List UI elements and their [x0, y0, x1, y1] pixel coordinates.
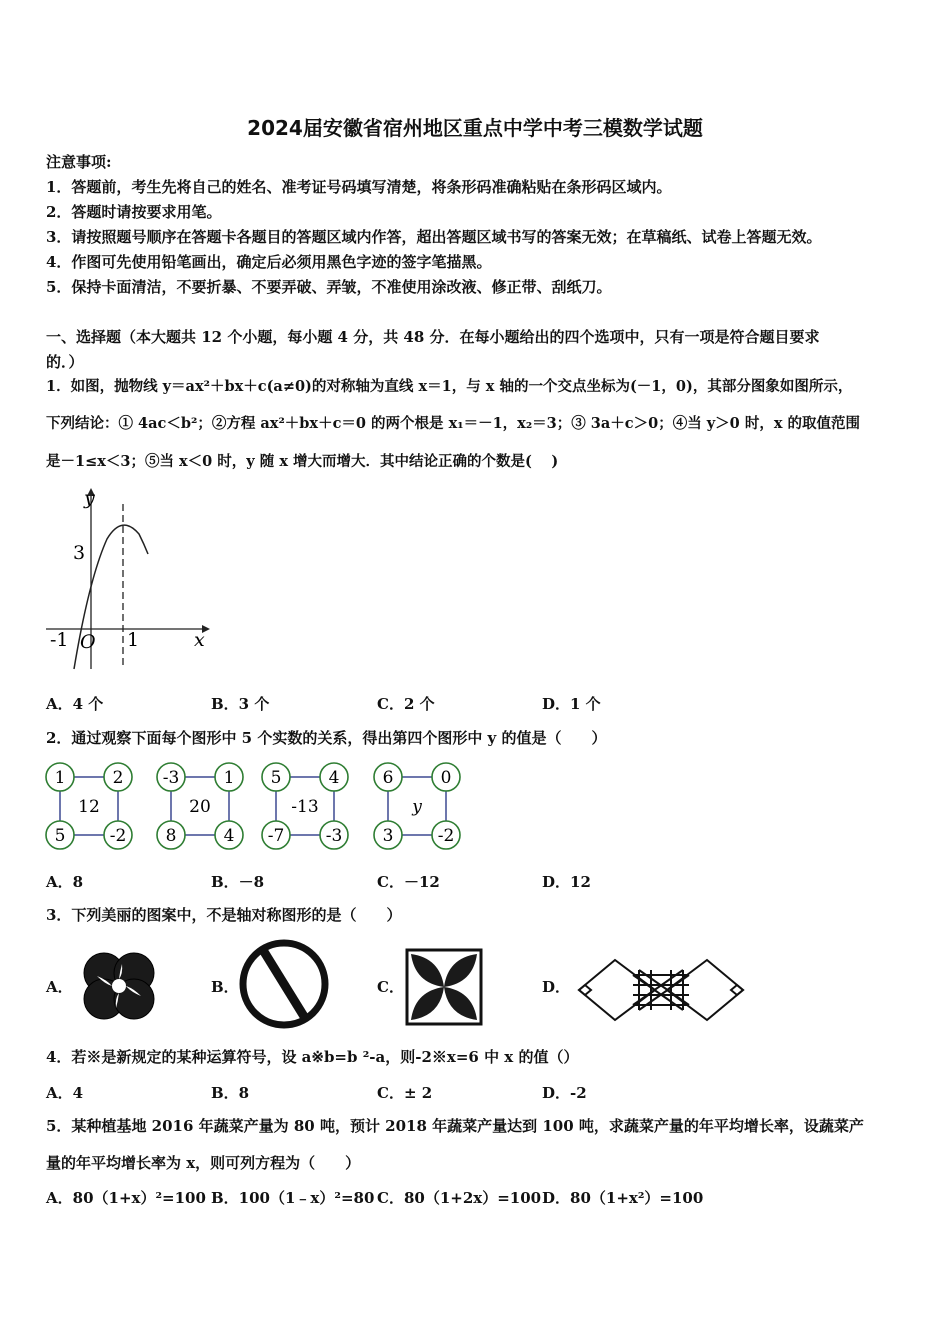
- q2-corner-value: -2: [437, 826, 455, 846]
- y-tick-label: 3: [73, 542, 86, 564]
- q3-option-d-label[interactable]: D．: [542, 978, 571, 996]
- q1-stem-line3: 是－1≤x＜3；⑤当 x＜0 时，y 随 x 增大而增大．其中结论正确的个数是( ): [46, 453, 559, 470]
- q3-pattern-a[interactable]: [77, 946, 163, 1026]
- q2-corner-value: 3: [382, 826, 394, 846]
- q5-option-a[interactable]: A．80（1+x）²=100: [46, 1189, 206, 1207]
- notice-item: 3．请按照题号顺序在答题卡各题目的答题区域内作答，超出答题区域书写的答案无效；在草稿纸、试卷上答题无效。: [46, 228, 822, 246]
- notice-item: 5．保持卡面清洁，不要折暴、不要弄破、弄皱，不准使用涂改液、修正带、刮纸刀。: [46, 278, 612, 296]
- q3-option-a-label[interactable]: A．: [46, 978, 73, 996]
- q5-option-c[interactable]: C．80（1+2x）=100: [377, 1189, 542, 1207]
- q3-option-c-label[interactable]: C．: [377, 978, 404, 996]
- q2-corner-value: 4: [223, 826, 235, 846]
- q2-option-d[interactable]: D．12: [542, 873, 591, 891]
- notice-item: 4．作图可先使用铅笔画出，确定后必须用黑色字迹的签字笔描黑。: [46, 253, 492, 271]
- q2-corner-value: -3: [325, 826, 343, 846]
- q2-center-value: 20: [189, 797, 211, 817]
- q2-figure-4: [374, 763, 460, 849]
- q2-corner-value: 4: [328, 768, 340, 788]
- q1-option-d[interactable]: D．1 个: [542, 695, 601, 713]
- q1-option-a[interactable]: A．4 个: [46, 695, 104, 713]
- q2-center-value: 12: [78, 797, 100, 817]
- q2-center-value: -13: [291, 797, 319, 817]
- q2-figure-2: [157, 763, 243, 849]
- x-neg-label: -1: [50, 629, 69, 651]
- q1-parabola-graph: [44, 484, 214, 674]
- q2-corner-value: 1: [54, 768, 66, 788]
- notice-heading: 注意事项:: [46, 153, 112, 171]
- origin-label: O: [80, 631, 96, 653]
- q2-corner-value: -3: [162, 768, 180, 788]
- q1-stem-line1: 1．如图，抛物线 y＝ax²＋bx＋c(a≠0)的对称轴为直线 x＝1，与 x 轴的一个交点坐标为(－1，0)，其部分图象如图所示，: [46, 378, 853, 395]
- q1-option-b[interactable]: B．3 个: [211, 695, 270, 713]
- q2-figure-1: [46, 763, 132, 849]
- q2-corner-value: 1: [223, 768, 235, 788]
- q3-pattern-d[interactable]: [575, 955, 747, 1025]
- q2-figure-3: [262, 763, 348, 849]
- q2-corner-value: 6: [382, 768, 394, 788]
- q1-stem-line2: 下列结论：① 4ac＜b²；②方程 ax²＋bx＋c＝0 的两个根是 x₁＝－1，x₂＝3；③ 3a＋c＞0；④当 y＞0 时，x 的取值范围: [46, 415, 861, 432]
- q2-option-c[interactable]: C．－12: [377, 873, 440, 891]
- q4-option-a[interactable]: A．4: [46, 1084, 84, 1102]
- q1-option-c[interactable]: C．2 个: [377, 695, 435, 713]
- q2-corner-value: 5: [270, 768, 282, 788]
- q3-stem: 3．下列美丽的图案中，不是轴对称图形的是（ ）: [46, 906, 402, 924]
- q5-option-d[interactable]: D．80（1+x²）=100: [542, 1189, 704, 1207]
- q3-pattern-b[interactable]: [236, 936, 332, 1032]
- notice-item: 1．答题前，考生先将自己的姓名、准考证号码填写清楚，将条形码准确粘贴在条形码区域内。: [46, 178, 672, 196]
- section-heading-cont: 的．）: [46, 353, 84, 371]
- y-axis-label: y: [84, 487, 95, 509]
- page-title: 2024届安徽省宿州地区重点中学中考三模数学试题: [247, 116, 703, 140]
- q2-corner-value: 8: [165, 826, 177, 846]
- notice-item: 2．答题时请按要求用笔。: [46, 203, 222, 221]
- q4-option-c[interactable]: C．± 2: [377, 1084, 433, 1102]
- q2-corner-value: 0: [440, 768, 452, 788]
- q5-stem-line1: 5．某种植基地 2016 年蔬菜产量为 80 吨，预计 2018 年蔬菜产量达到 100 吨，求蔬菜产量的年平均增长率，设蔬菜产: [46, 1117, 864, 1135]
- q5-stem-line2: 量的年平均增长率为 x，则可列方程为（ ）: [46, 1154, 361, 1172]
- q2-corner-value: -7: [267, 826, 285, 846]
- q2-stem: 2．通过观察下面每个图形中 5 个实数的关系，得出第四个图形中 y 的值是（ ）: [46, 729, 607, 747]
- q2-corner-value: 5: [54, 826, 66, 846]
- q4-option-b[interactable]: B．8: [211, 1084, 250, 1102]
- q3-option-b-label[interactable]: B．: [211, 978, 239, 996]
- q2-option-b[interactable]: B．－8: [211, 873, 265, 891]
- q2-center-value: y: [412, 797, 422, 817]
- x-tick-label: 1: [127, 629, 140, 651]
- q2-corner-value: 2: [112, 768, 124, 788]
- q2-corner-value: -2: [109, 826, 127, 846]
- q4-option-d[interactable]: D．-2: [542, 1084, 587, 1102]
- q2-option-a[interactable]: A．8: [46, 873, 84, 891]
- q2-figures: [40, 760, 470, 855]
- q5-option-b[interactable]: B．100（1﹣x）²=80: [211, 1189, 375, 1207]
- q3-pattern-c[interactable]: [405, 948, 483, 1026]
- section-heading: 一、选择题（本大题共 12 个小题，每小题 4 分，共 48 分．在每小题给出的四个选项中，只有一项是符合题目要求: [46, 328, 820, 346]
- q4-stem: 4．若※是新规定的某种运算符号，设 a※b=b ²-a，则-2※x=6 中 x 的值（）: [46, 1048, 579, 1066]
- x-axis-label: x: [194, 629, 205, 651]
